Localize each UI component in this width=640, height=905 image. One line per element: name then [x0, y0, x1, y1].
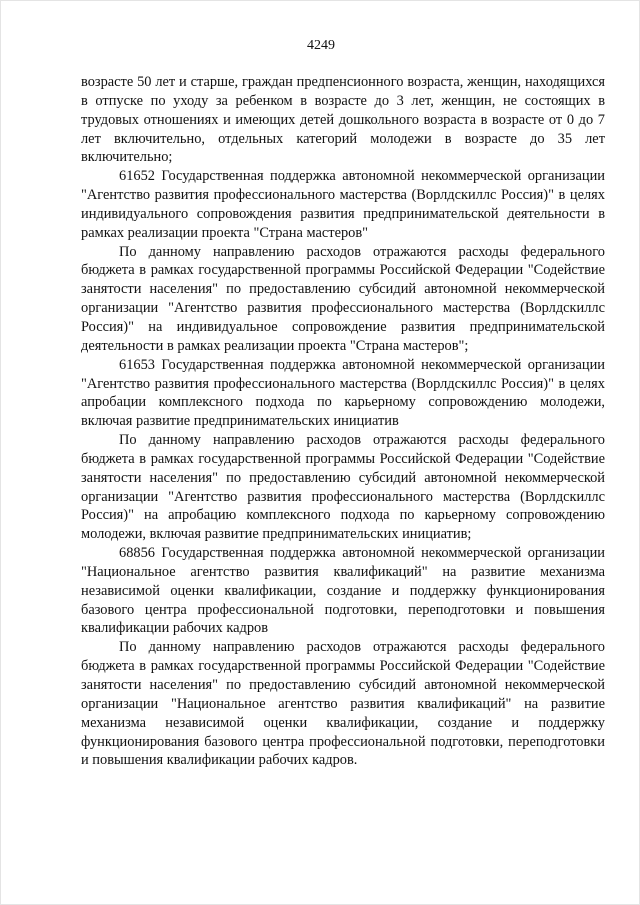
paragraph-code-61653-heading: 61653 Государственная поддержка автономной некоммерческой организации "Агентство развития профессионального мастерства (Ворлдскиллс Россия)" в целях апробации комплексного подхода по карьерному сопровождению молодежи, включая развитие предпринимательских инициатив	[81, 356, 605, 430]
paragraph-code-61652-heading: 61652 Государственная поддержка автономной некоммерческой организации "Агентство развития профессионального мастерства (Ворлдскиллс Россия)" в целях индивидуального сопровождения развития предпринимательской деятельности в рамках реализации проекта "Страна мастеров"	[81, 168, 605, 241]
document-body	[81, 73, 605, 770]
paragraph-code-61653-description: По данному направлению расходов отражаются расходы федерального бюджета в рамках государственной программы Российской Федерации "Содействие занятости населения" по предоставлению субсидий автономной некоммерческой организации "Агентство развития профессионального мастерства (Ворлдскиллс Россия)" на апробацию комплексного подхода по карьерному сопровождению молодежи, включая развитие предпринимательских инициатив;	[81, 432, 605, 543]
paragraph-code-61652-description: По данному направлению расходов отражаются расходы федерального бюджета в рамках государственной программы Российской Федерации "Содействие занятости населения" по предоставлению субсидий автономной некоммерческой организации "Агентство развития профессионального мастерства (Ворлдскиллс Россия)" на индивидуальное сопровождение развития предпринимательской деятельности в рамках реализации проекта "Страна мастеров";	[81, 243, 605, 354]
paragraph-continuation: возрасте 50 лет и старше, граждан предпенсионного возраста, женщин, находящихся в отпуске по уходу за ребенком в возрасте до 3 лет, женщин, не состоящих в трудовых отношениях и имеющих детей дошкольного возраста в возрасте от 0 до 7 лет включительно, отдельных категорий молодежи в возрасте до 35 лет включительно;	[81, 74, 605, 166]
paragraph-code-68856-heading: 68856 Государственная поддержка автономной некоммерческой организации "Национальное агентство развития квалификаций" на развитие механизма независимой оценки квалификации, создание и поддержку функционирования базового центра профессиональной подготовки, переподготовки и повышения квалификации рабочих кадров	[81, 545, 605, 637]
paragraph-code-68856-description: По данному направлению расходов отражаются расходы федерального бюджета в рамках государственной программы Российской Федерации "Содействие занятости населения" по предоставлению субсидий автономной некоммерческой организации "Национальное агентство развития квалификаций" на развитие механизма независимой оценки квалификации, создание и поддержку функционирования базового центра профессиональной подготовки, переподготовки и повышения квалификации рабочих кадров.	[81, 639, 605, 769]
page-number: 4249	[307, 38, 335, 53]
